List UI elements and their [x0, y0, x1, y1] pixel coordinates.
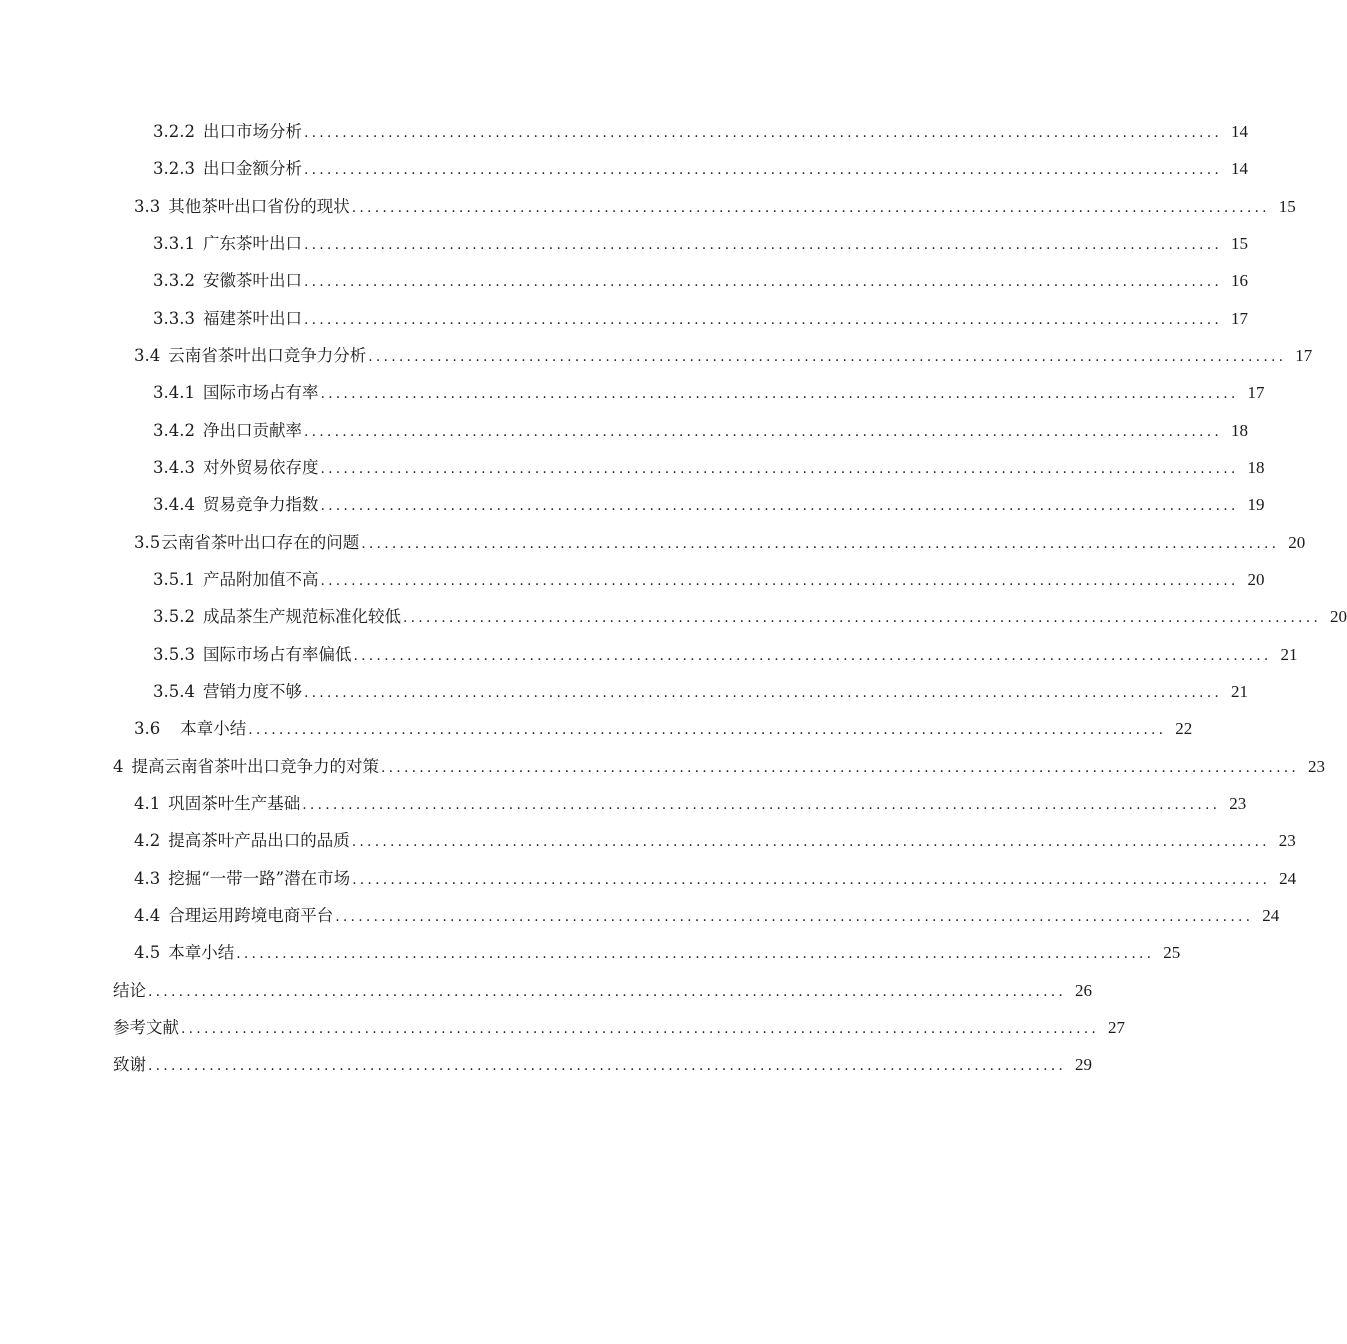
- dot-leader: ........................................................................................................................: [353, 648, 1272, 664]
- toc-entry-title: 其他茶叶出口省份的现状: [168, 197, 350, 216]
- toc-entry-page: 25: [1163, 943, 1181, 962]
- toc-entry-title: 出口金额分析: [202, 159, 302, 178]
- toc-entry-title: 国际市场占有率偏低: [202, 645, 352, 664]
- toc-entry-title: 安徽茶叶出口: [202, 271, 302, 290]
- toc-entry-title: 参考文献: [113, 1018, 179, 1037]
- toc-entry[interactable]: [153, 493, 1265, 517]
- dot-leader: ........................................................................................................................: [320, 498, 1239, 514]
- toc-entry-page: 23: [1229, 794, 1247, 813]
- toc-entry-number: 4.3: [134, 869, 161, 888]
- toc-entry-label: [134, 195, 352, 219]
- toc-entry-page: 21: [1231, 682, 1249, 701]
- dot-leader: ........................................................................................................................: [303, 424, 1223, 440]
- toc-entry-number: 3.3.3: [153, 309, 195, 328]
- toc-entry-number: 3.4.2: [153, 421, 195, 440]
- toc-entry-number: 3.3: [134, 197, 161, 216]
- toc-entry-label: [153, 568, 320, 592]
- toc-entry-label: [153, 419, 304, 443]
- toc-entry-number: 4.2: [134, 831, 161, 850]
- toc-entry-number: 3.4.1: [153, 383, 195, 402]
- toc-entry[interactable]: [153, 269, 1249, 293]
- toc-entry-page: 20: [1330, 607, 1347, 626]
- toc-entry-page: 29: [1075, 1055, 1093, 1074]
- toc-entry-page: 26: [1075, 981, 1093, 1000]
- toc-entry-title: 巩固茶叶生产基础: [168, 794, 301, 813]
- toc-entry-title: 净出口贡献率: [202, 421, 302, 440]
- toc-entry-title: 云南省茶叶出口存在的问题: [161, 533, 360, 552]
- toc-entry[interactable]: [153, 643, 1298, 667]
- toc-entry-label: [134, 904, 335, 928]
- toc-entry-number: 4.5: [134, 943, 161, 962]
- toc-entry-title: 福建茶叶出口: [202, 309, 302, 328]
- toc-entry-page: 14: [1231, 159, 1249, 178]
- toc-entry[interactable]: [134, 531, 1306, 555]
- dot-leader: ........................................................................................................................: [303, 162, 1223, 178]
- toc-entry-page: 20: [1288, 533, 1306, 552]
- toc-entry-title: 出口市场分析: [202, 122, 302, 141]
- toc-entry-page: 24: [1262, 906, 1280, 925]
- toc-entry-label: [134, 829, 352, 853]
- toc-entry-label: [113, 1016, 181, 1040]
- toc-entry-page: 14: [1231, 122, 1249, 141]
- toc-entry-page: 22: [1175, 719, 1193, 738]
- toc-entry-title: 成品茶生产规范标准化较低: [202, 607, 401, 626]
- dot-leader: ........................................................................................................................: [320, 573, 1239, 589]
- toc-entry[interactable]: [153, 419, 1249, 443]
- toc-entry[interactable]: [113, 979, 1093, 1003]
- toc-entry-label: [134, 867, 352, 891]
- dot-leader: ........................................................................................................................: [303, 685, 1223, 701]
- toc-entry-page: 17: [1247, 383, 1265, 402]
- toc-entry-number: 3.5.1: [153, 570, 195, 589]
- toc-entry-page: 16: [1231, 271, 1249, 290]
- dot-leader: ........................................................................................................................: [303, 274, 1223, 290]
- dot-leader: ........................................................................................................................: [368, 349, 1287, 365]
- dot-leader: ........................................................................................................................: [320, 461, 1239, 477]
- toc-entry-title: 营销力度不够: [202, 682, 302, 701]
- dot-leader: ........................................................................................................................: [335, 909, 1254, 925]
- toc-entry-number: 4.4: [134, 906, 161, 925]
- toc-entry-number: 3.2.3: [153, 159, 195, 178]
- toc-entry-label: [153, 157, 304, 181]
- toc-entry-label: [153, 381, 320, 405]
- toc-entry[interactable]: [113, 1053, 1093, 1077]
- dot-leader: ........................................................................................................................: [351, 834, 1270, 850]
- dot-leader: ........................................................................................................................: [248, 722, 1167, 738]
- toc-entry-number: 4: [113, 757, 124, 776]
- toc-entry[interactable]: [134, 904, 1280, 928]
- toc-entry[interactable]: [134, 195, 1296, 219]
- toc-entry-number: 4.1: [134, 794, 161, 813]
- toc-entry-title: 本章小结: [168, 943, 235, 962]
- toc-entry-label: [153, 269, 304, 293]
- toc-entry-page: 17: [1295, 346, 1313, 365]
- toc-entry-page: 24: [1279, 869, 1297, 888]
- toc-entry[interactable]: [153, 120, 1249, 144]
- toc-entry-number: 3.5: [134, 533, 161, 552]
- toc-entry-label: [134, 717, 248, 741]
- dot-leader: ........................................................................................................................: [181, 1021, 1100, 1037]
- dot-leader: ........................................................................................................................: [320, 386, 1239, 402]
- dot-leader: ........................................................................................................................: [303, 237, 1223, 253]
- toc-entry[interactable]: [134, 717, 1193, 741]
- toc-entry-title: 结论: [113, 981, 146, 1000]
- toc-entry[interactable]: [113, 1016, 1126, 1040]
- toc-entry-number: 3.3.1: [153, 234, 195, 253]
- dot-leader: ........................................................................................................................: [148, 984, 1067, 1000]
- toc-entry-title: 本章小结: [180, 719, 247, 738]
- toc-entry-page: 18: [1247, 458, 1265, 477]
- toc-entry-label: [153, 120, 304, 144]
- dot-leader: ........................................................................................................................: [302, 797, 1221, 813]
- toc-entry-label: [153, 456, 320, 480]
- toc-entry-label: [153, 680, 304, 704]
- toc-entry-page: 20: [1247, 570, 1265, 589]
- toc-entry-label: [113, 1053, 148, 1077]
- toc-entry-label: [134, 792, 302, 816]
- toc-entry[interactable]: [134, 792, 1247, 816]
- toc-entry-label: [153, 232, 304, 256]
- toc-entry-page: 15: [1231, 234, 1249, 253]
- dot-leader: ........................................................................................................................: [351, 200, 1270, 216]
- toc-entry-number: 3.4.3: [153, 458, 195, 477]
- toc-entry-number: 3.5.3: [153, 645, 195, 664]
- dot-leader: ........................................................................................................................: [148, 1058, 1067, 1074]
- toc-entry-label: [153, 605, 403, 629]
- dot-leader: ........................................................................................................................: [303, 312, 1223, 328]
- toc-entry[interactable]: [134, 941, 1181, 965]
- toc-entry[interactable]: [153, 680, 1249, 704]
- toc-entry[interactable]: [153, 307, 1249, 331]
- toc-entry[interactable]: [153, 232, 1249, 256]
- toc-entry-number: 3.5.4: [153, 682, 195, 701]
- toc-entry-page: 17: [1231, 309, 1249, 328]
- toc-entry-number: 3.5.2: [153, 607, 195, 626]
- toc-entry[interactable]: [153, 456, 1265, 480]
- toc-entry[interactable]: [153, 157, 1249, 181]
- toc-entry-label: [153, 643, 353, 667]
- toc-entry-page: 15: [1278, 197, 1296, 216]
- toc-entry-number: 3.4.4: [153, 495, 195, 514]
- toc-entry-label: [113, 979, 148, 1003]
- toc-entry[interactable]: [134, 829, 1296, 853]
- toc-entry-page: 27: [1108, 1018, 1126, 1037]
- toc-entry-title: 提高茶叶产品出口的品质: [168, 831, 350, 850]
- toc-entry-title: 云南省茶叶出口竞争力分析: [168, 346, 367, 365]
- toc-entry-title: 贸易竞争力指数: [202, 495, 319, 514]
- toc-entry-page: 23: [1278, 831, 1296, 850]
- toc-entry-label: [153, 307, 304, 331]
- toc-entry-page: 19: [1247, 495, 1265, 514]
- toc-entry-title: 对外贸易依存度: [202, 458, 319, 477]
- toc-entry-number: 3.4: [134, 346, 161, 365]
- toc-entry-number: 3.3.2: [153, 271, 195, 290]
- toc-entry-title: 国际市场占有率: [202, 383, 319, 402]
- toc-entry-title: 致谢: [113, 1055, 146, 1074]
- toc-entry-title: 挖掘“一带一路”潜在市场: [168, 869, 351, 888]
- toc-entry-title: 产品附加值不高: [202, 570, 319, 589]
- dot-leader: ........................................................................................................................: [361, 536, 1280, 552]
- toc-entry-label: [134, 344, 368, 368]
- toc-entry[interactable]: [153, 381, 1265, 405]
- toc-entry-page: 21: [1280, 645, 1298, 664]
- toc-entry-number: 3.6: [134, 719, 161, 738]
- toc-entry-label: [134, 531, 361, 555]
- toc-entry[interactable]: [153, 605, 1347, 629]
- toc-entry-label: [134, 941, 236, 965]
- toc-entry[interactable]: [153, 568, 1265, 592]
- toc-entry-label: [153, 493, 320, 517]
- toc-entry-page: 23: [1308, 757, 1326, 776]
- toc-entry-label: [113, 755, 381, 779]
- toc-entry[interactable]: [134, 867, 1297, 891]
- toc-entry[interactable]: [113, 755, 1326, 779]
- toc-entry-title: 提高云南省茶叶出口竞争力的对策: [131, 757, 379, 776]
- toc-entry-title: 广东茶叶出口: [202, 234, 302, 253]
- toc-entry[interactable]: [134, 344, 1313, 368]
- toc-entry-page: 18: [1231, 421, 1249, 440]
- toc-entry-number: 3.2.2: [153, 122, 195, 141]
- toc-entry-title: 合理运用跨境电商平台: [168, 906, 334, 925]
- dot-leader: ........................................................................................................................: [381, 760, 1300, 776]
- dot-leader: ........................................................................................................................: [303, 125, 1223, 141]
- dot-leader: ........................................................................................................................: [236, 946, 1155, 962]
- dot-leader: ........................................................................................................................: [402, 610, 1322, 626]
- dot-leader: ........................................................................................................................: [352, 872, 1271, 888]
